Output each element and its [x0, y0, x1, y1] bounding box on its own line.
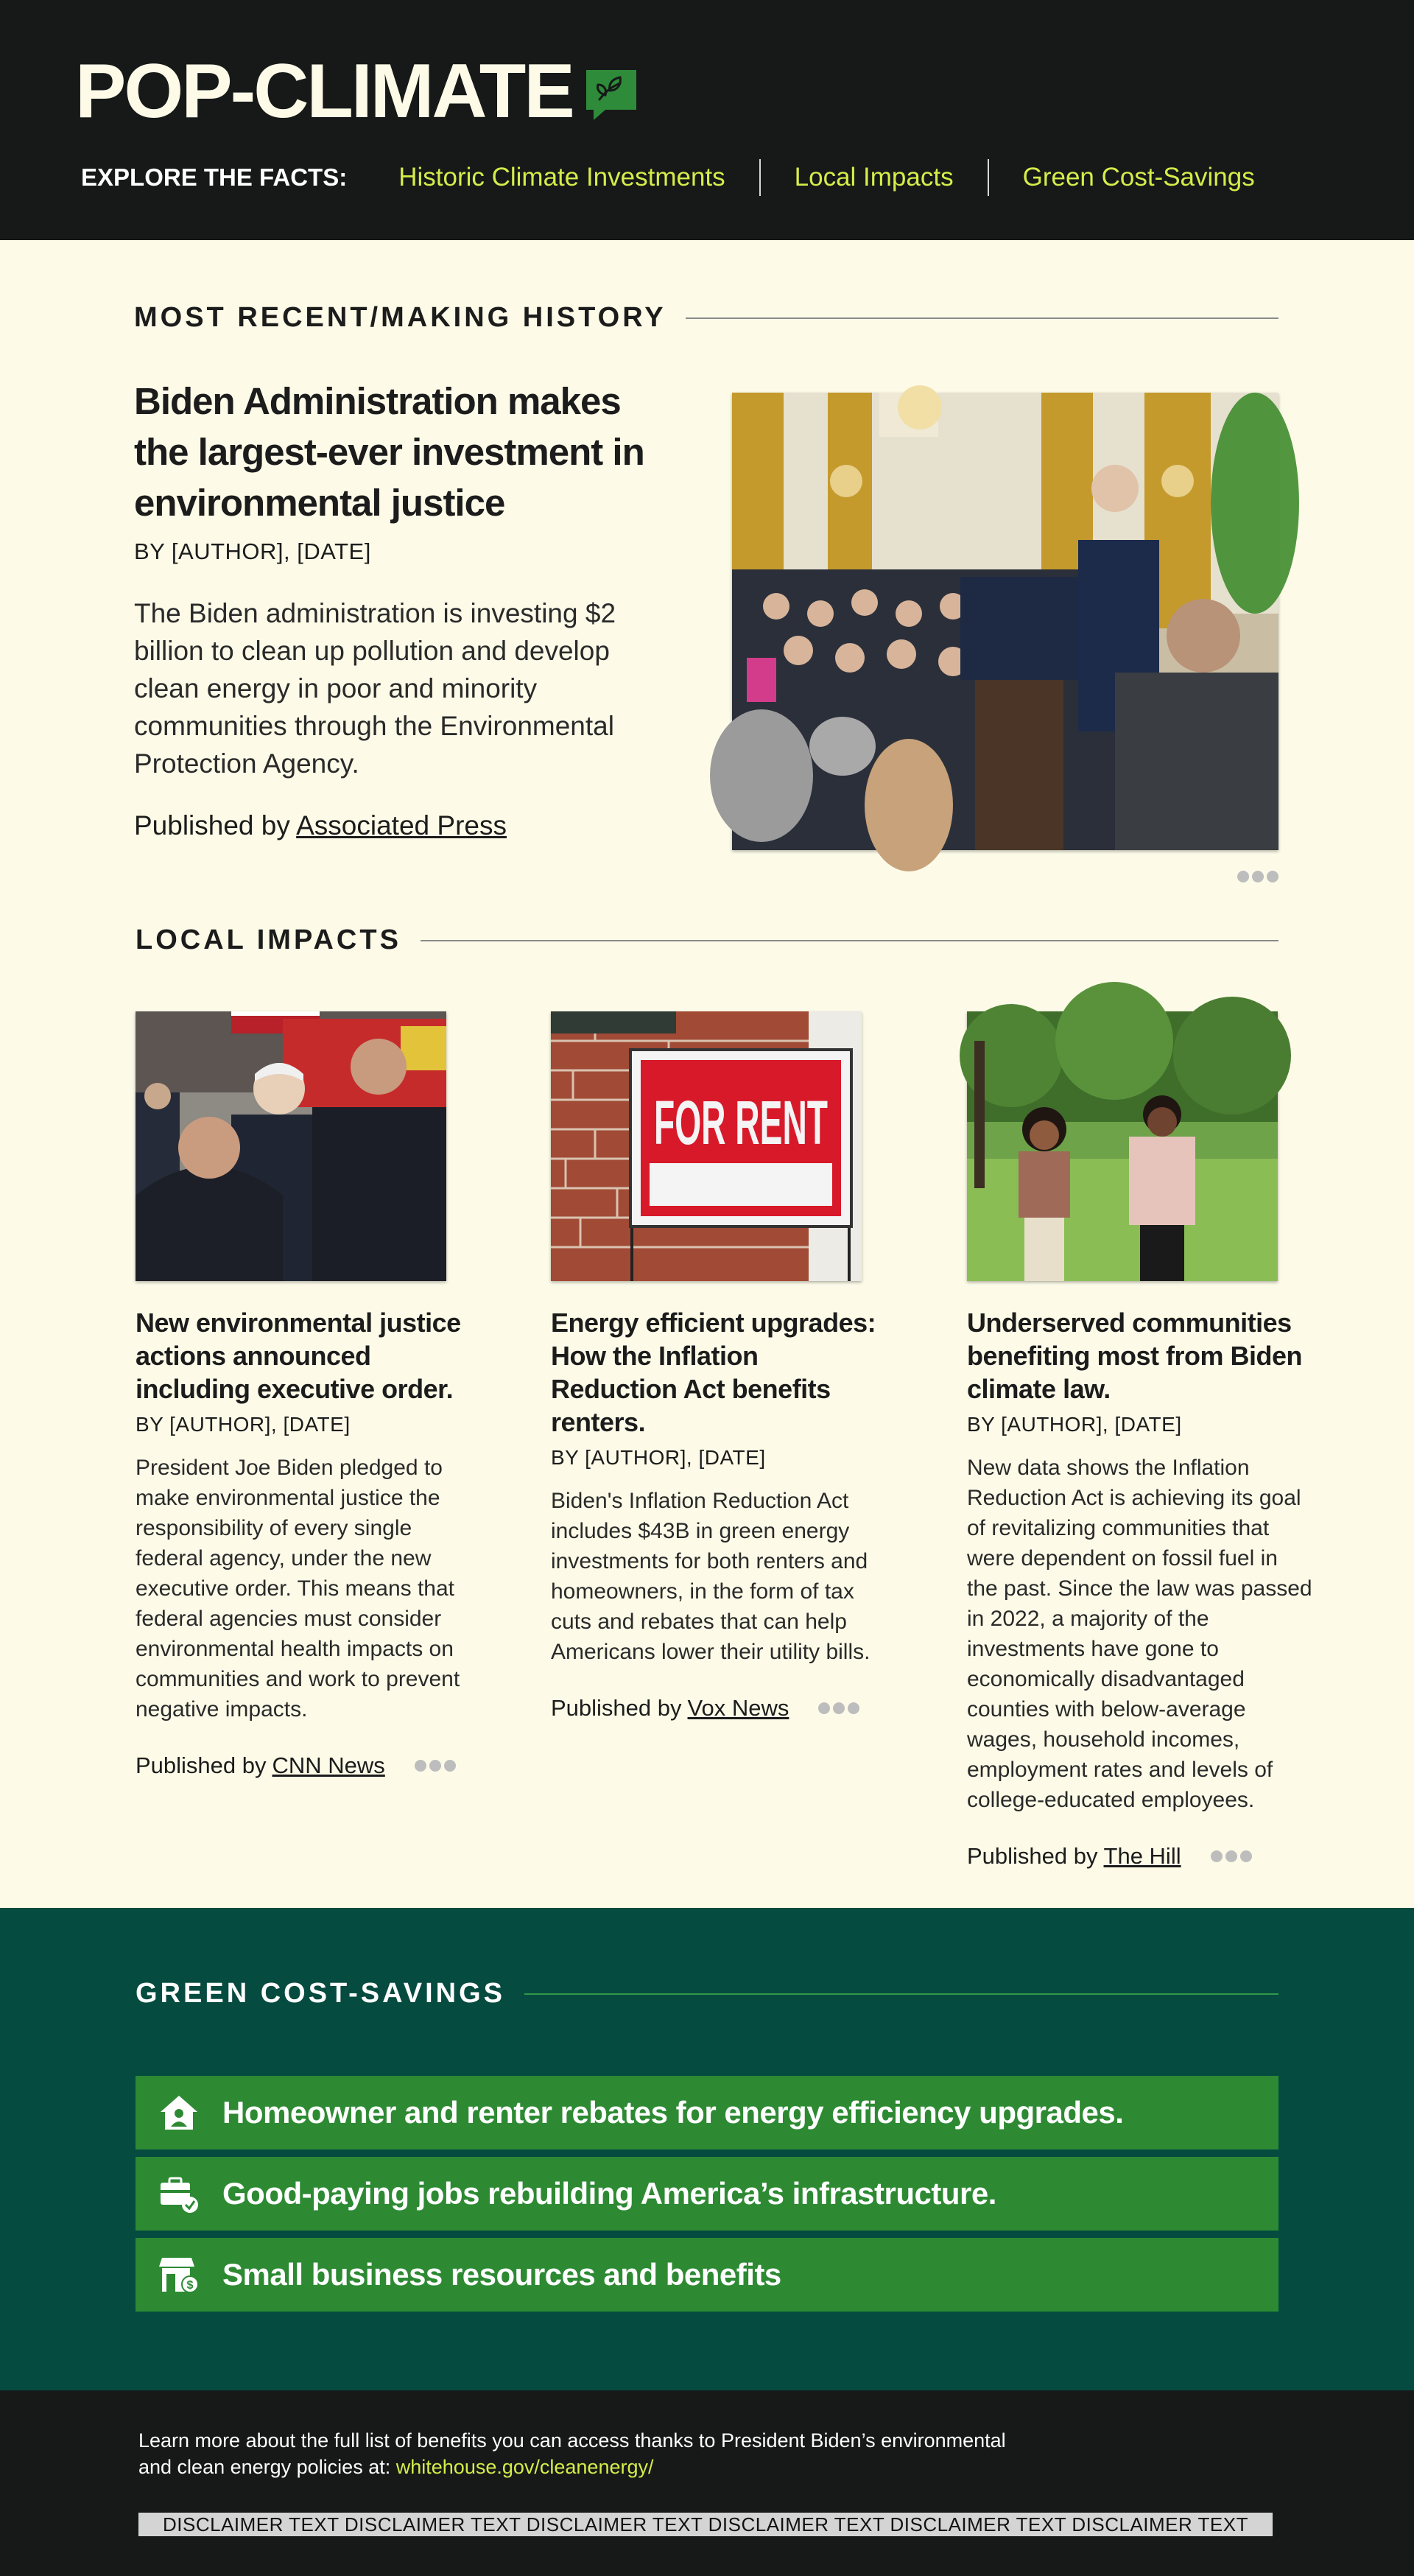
nav-label: EXPLORE THE FACTS: — [81, 164, 348, 191]
local-impact-card — [551, 1011, 890, 1722]
card-byline: BY [AUTHOR], [DATE] — [551, 1446, 766, 1469]
publisher-link-the-hill[interactable]: The Hill — [1103, 1843, 1181, 1869]
publisher-link-associated-press[interactable]: Associated Press — [296, 810, 507, 840]
heading-rule — [686, 317, 1278, 319]
heading-rule — [524, 1993, 1278, 1995]
benefit-text: Small business resources and benefits — [222, 2257, 781, 2292]
feature-photo-press-conference[interactable] — [732, 393, 1278, 850]
local-impact-card — [967, 1011, 1313, 1870]
section-heading-green-cost-savings — [136, 1978, 1278, 2010]
benefit-text: Homeowner and renter rebates for energy efficiency upgrades. — [222, 2095, 1124, 2130]
benefit-item-small-business[interactable] — [136, 2238, 1278, 2312]
disclaimer-bar: DISCLAIMER TEXT DISCLAIMER TEXT DISCLAIMER TEXT DISCLAIMER TEXT DISCLAIMER TEXT DISCLAIMER TEXT — [138, 2513, 1273, 2536]
leaf-chat-icon — [583, 67, 639, 123]
feature-title[interactable]: Biden Administration makes the largest-ever investment in environmental justice — [134, 380, 644, 524]
storefront-dollar-icon — [158, 2253, 200, 2296]
heading-rule — [421, 940, 1278, 941]
publisher-link-vox-news[interactable]: Vox News — [687, 1695, 789, 1721]
main-nav — [81, 159, 1255, 196]
card-title[interactable]: Energy efficient upgrades: How the Inflation Reduction Act benefits renters. — [551, 1308, 876, 1437]
footer-link-whitehouse[interactable]: whitehouse.gov/cleanenergy/ — [395, 2456, 654, 2478]
card-description: President Joe Biden pledged to make environmental justice the responsibility of every single federal agency, under the new executive order. This means that federal agencies must consider environmental health impacts on communities and work to prevent negative impacts. — [136, 1456, 460, 1722]
feature-byline: BY [AUTHOR], [DATE] — [134, 538, 371, 564]
card-photo-for-rent-sign[interactable] — [551, 1011, 862, 1281]
local-impact-card — [136, 1011, 474, 1779]
published-prefix: Published by — [136, 1752, 267, 1778]
card-published-by — [967, 1843, 1313, 1870]
section-heading-text: MOST RECENT/MAKING HISTORY — [134, 302, 666, 333]
card-byline: BY [AUTHOR], [DATE] — [967, 1413, 1182, 1436]
card-description: New data shows the Inflation Reduction Act is achieving its goal of revitalizing communities that were dependent on fossil fuel in the past. Since the law was passed in 2022, a majority of the investments have gone to economically disadvantaged counties with below-average wages, household incomes, employment rates and levels of college-educated employees. — [967, 1456, 1312, 1812]
benefit-text: Good-paying jobs rebuilding America’s infrastructure. — [222, 2176, 996, 2211]
logo-text: POP-CLIMATE — [75, 49, 573, 134]
publisher-link-cnn-news[interactable]: CNN News — [272, 1752, 385, 1778]
nav-divider — [759, 159, 761, 196]
feature-carousel-dots[interactable] — [1237, 871, 1278, 886]
benefit-item-rebates[interactable] — [136, 2076, 1278, 2149]
site-footer — [0, 2390, 1414, 2576]
nav-link-green-cost-savings[interactable]: Green Cost-Savings — [1022, 163, 1255, 192]
for-rent-sign-text: FOR RENT — [654, 1088, 828, 1157]
card-carousel-dots[interactable] — [415, 1760, 456, 1772]
card-title[interactable]: Underserved communities benefiting most from Biden climate law. — [967, 1308, 1302, 1404]
card-title[interactable]: New environmental justice actions announced including executive order. — [136, 1308, 461, 1404]
green-cost-savings-section — [0, 1908, 1414, 2390]
published-prefix: Published by — [967, 1843, 1098, 1869]
published-prefix: Published by — [551, 1695, 682, 1721]
card-carousel-dots[interactable] — [818, 1702, 859, 1714]
card-photo-women-walking[interactable] — [967, 1011, 1278, 1281]
footer-note-text: Learn more about the full list of benefits you can access thanks to President Biden’s environmental and clean energy policies at: — [138, 2429, 1006, 2478]
published-prefix: Published by — [134, 810, 290, 840]
nav-divider — [988, 159, 989, 196]
nav-link-local-impacts[interactable]: Local Impacts — [794, 163, 954, 192]
house-person-icon — [158, 2091, 200, 2134]
feature-published-by — [134, 810, 650, 841]
section-heading-local-impacts — [136, 924, 1278, 956]
card-published-by — [551, 1695, 890, 1722]
nav-link-historic-climate-investments[interactable]: Historic Climate Investments — [398, 163, 725, 192]
card-photo-firefighters[interactable] — [136, 1011, 446, 1281]
briefcase-check-icon — [158, 2172, 200, 2215]
card-carousel-dots[interactable] — [1211, 1850, 1252, 1862]
site-header — [0, 0, 1414, 240]
footer-note — [138, 2427, 1022, 2480]
card-byline: BY [AUTHOR], [DATE] — [136, 1413, 351, 1436]
logo[interactable] — [75, 49, 639, 134]
section-heading-text: GREEN COST-SAVINGS — [136, 1978, 506, 2009]
feature-article — [134, 376, 650, 841]
benefit-item-jobs[interactable] — [136, 2157, 1278, 2231]
svg-text:$: $ — [186, 2279, 194, 2292]
feature-description: The Biden administration is investing $2 billion to clean up pollution and develop clean energy in poor and minority communities through the Environmental Protection Agency. — [134, 598, 616, 779]
section-heading-text: LOCAL IMPACTS — [136, 924, 401, 955]
press-conference-illustration — [732, 393, 1278, 850]
section-heading-most-recent — [134, 302, 1278, 334]
card-published-by — [136, 1752, 474, 1779]
card-description: Biden's Inflation Reduction Act includes $43B in green energy investments for both renters and homeowners, in the form of tax cuts and rebates that can help Americans lower their utility bills. — [551, 1489, 870, 1664]
